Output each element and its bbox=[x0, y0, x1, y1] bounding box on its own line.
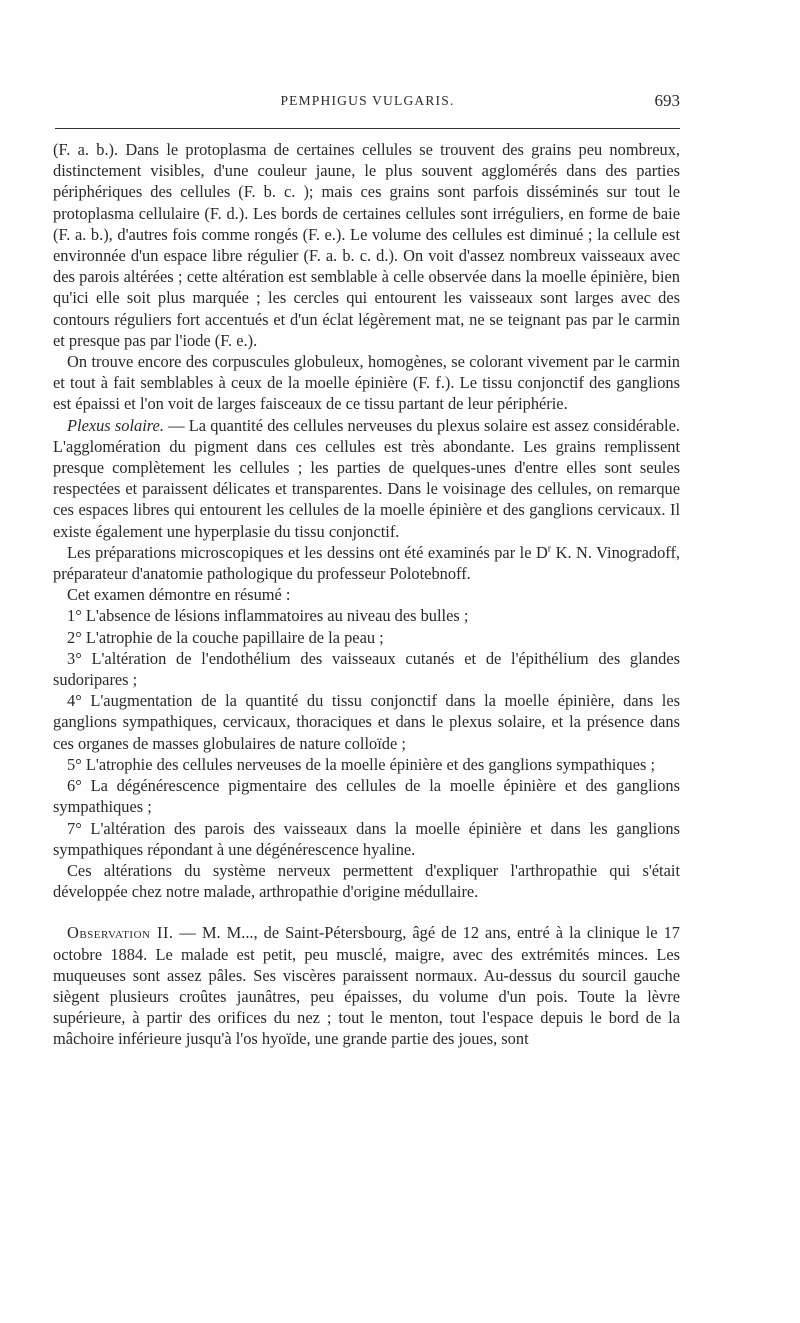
paragraph-text: Les préparations microscopiques et les dessins ont été examinés par le D bbox=[67, 542, 548, 562]
running-title: PEMPHIGUS VULGARIS. bbox=[280, 93, 455, 108]
observation-label: Observation II. bbox=[67, 923, 174, 943]
paragraph: Ces altérations du système nerveux permettent d'expliquer l'arthropathie qui s'était développée chez notre malade, arthropathie d'origine médullaire. bbox=[53, 860, 680, 902]
page-number: 693 bbox=[654, 91, 680, 110]
section-heading-italic: Plexus solaire. bbox=[67, 415, 164, 435]
body-text bbox=[53, 139, 680, 1050]
list-item: 1° L'absence de lésions inflammatoires au niveau des bulles ; bbox=[67, 606, 469, 626]
superscript: r bbox=[547, 543, 552, 555]
header-rule bbox=[55, 128, 680, 129]
paragraph-plexus bbox=[53, 415, 680, 542]
page-header bbox=[55, 91, 680, 113]
list-item: 6° La dégénérescence pigmentaire des cellules de la moelle épinière et des ganglions sympathiques ; bbox=[53, 776, 680, 817]
paragraph-text: — La quantité des cellules nerveuses du plexus solaire est assez considérable. L'agglomération du pigment dans ces cellules est très abondante. Les grains remplissent presque complètement les cellules ; les parties de quelques-unes d'entre elles sont seules respectées et paraissent délicates et transparentes. Dans le voisinage des cellules, on remarque ces espaces libres qui entourent les cellules de la moelle épinière et des ganglions cervicaux. Il existe également une hyperplasie du tissu conjonctif. bbox=[53, 415, 680, 541]
paragraph-text: — M. M..., de Saint-Pétersbourg, âgé de 12 ans, entré à la clinique le 17 octobre 1884. Le malade est petit, peu musclé, maigre, avec des extrémités minces. Les muqueuses sont assez pâles. Ses viscères paraissent normaux. Au-dessus du sourcil gauche siègent plusieurs croûtes jaunâtres, peu épaisses, du volume d'un pois. Toute la lèvre supérieure, à partir des orifices du nez ; tout le menton, tout l'espace depuis le bord de la mâchoire inférieure jusqu'à l'os hyoïde, une grande partie des joues, sont bbox=[53, 923, 680, 1049]
list-item: 3° L'altération de l'endothélium des vaisseaux cutanés et de l'épithélium des glandes sudoripares ; bbox=[53, 648, 680, 690]
paragraph: Cet examen démontre en résumé : bbox=[67, 585, 291, 605]
paragraph-text: K. N. Vinogradoff, préparateur d'anatomie pathologique du professeur Polotebnoff. bbox=[53, 542, 680, 584]
observation-paragraph bbox=[53, 922, 680, 1049]
list-item: 2° L'atrophie de la couche papillaire de la peau ; bbox=[67, 627, 384, 647]
list-item: 4° L'augmentation de la quantité du tissu conjonctif dans la moelle épinière, dans les ganglions sympathiques, cervicaux, thoraciques et dans le plexus solaire, et la présence dans ces organes de masses globulaires de nature colloïde ; bbox=[53, 691, 680, 753]
paragraph: (F. a. b.). Dans le protoplasma de certaines cellules se trouvent des grains peu nombreux, distinctement visibles, d'une couleur jaune, le plus souvent agglomérés dans des parties périphériques des cellules (F. b. c. ); mais ces grains sont parfois disséminés sur tout le protoplasma cellulaire (F. d.). Les bords de certaines cellules sont irréguliers, en forme de baie (F. a. b.), d'autres fois comme rongés (F. e.). Le volume des cellules est diminué ; la cellule est environnée d'un espace libre régulier (F. a. b. c. d.). On voit d'assez nombreux vaisseaux avec des parois altérées ; cette altération est semblable à celle observée dans la moelle épinière, bien qu'ici elle soit plus marquée ; les cercles qui entourent les vaisseaux sont larges avec des contours réguliers fort accentués et d'un éclat légèrement mat, ne se teignant pas par le carmin et presque pas par l'iode (F. e.). bbox=[53, 140, 680, 350]
list-item: 5° L'atrophie des cellules nerveuses de la moelle épinière et des ganglions sympathiques ; bbox=[67, 754, 656, 774]
list-item: 7° L'altération des parois des vaisseaux dans la moelle épinière et dans les ganglions sympathiques répondant à une dégénérescence hyaline. bbox=[53, 818, 680, 859]
paragraph-credits bbox=[53, 542, 680, 584]
paragraph: On trouve encore des corpuscules globuleux, homogènes, se colorant vivement par le carmin et tout à fait semblables à ceux de la moelle épinière (F. f.). Le tissu conjonctif des ganglions est épaissi et l'on voit de larges faisceaux de ce tissu partant de leur périphérie. bbox=[53, 352, 680, 414]
